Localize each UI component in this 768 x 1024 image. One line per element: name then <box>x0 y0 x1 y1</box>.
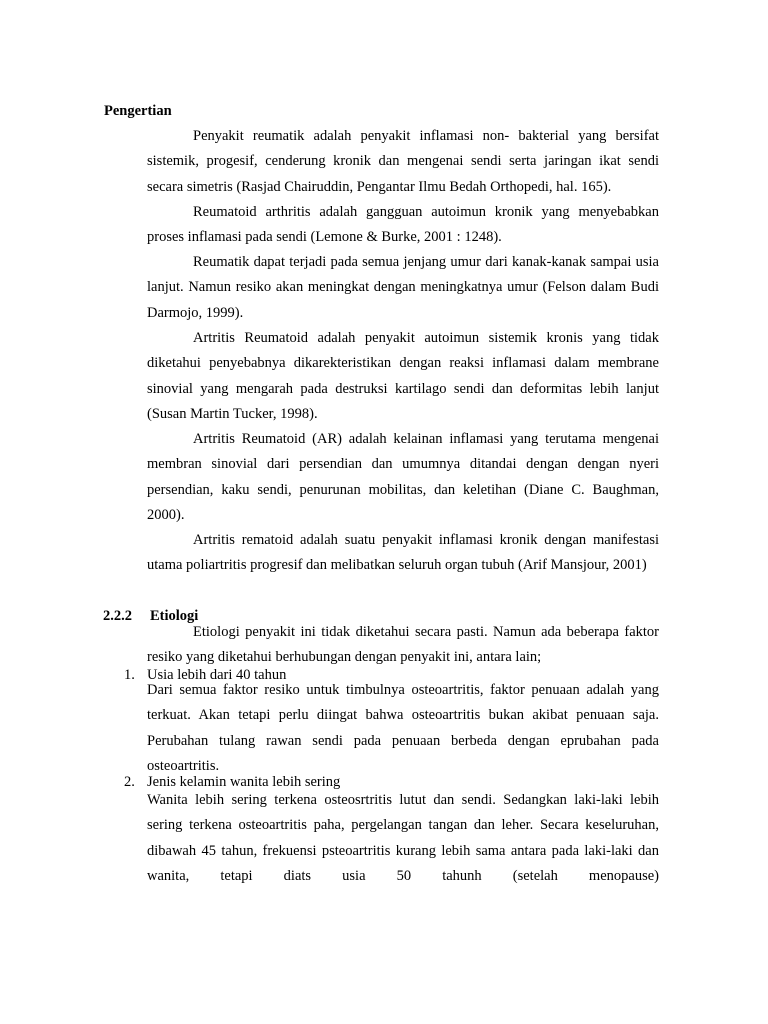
paragraph-4: Artritis Reumatoid adalah penyakit autoimun sistemik kronis yang tidak diketahui penyebabnya dikarekteristikan dengan reaksi inflamasi dalam membrane sinovial yang mengarah pada destruksi kartilago sendi dan deformitas lebih lanjut (Susan Martin Tucker, 1998). <box>147 330 659 422</box>
paragraph-5: Artritis Reumatoid (AR) adalah kelainan inflamasi yang terutama mengenai membran sinovial dari persendian dan umumnya ditandai dengan dengan nyeri persendian, kaku sendi, penurunan mobilitas, dan keletihan (Diane C. Baughman, 2000). <box>147 431 659 523</box>
list-item-title: Usia lebih dari 40 tahun <box>147 667 287 683</box>
page-title: Pengertian <box>104 103 172 119</box>
section-intro: Etiologi penyakit ini tidak diketahui secara pasti. Namun ada beberapa faktor resiko yang diketahui berhubungan dengan penyakit ini, antara lain; <box>147 624 659 666</box>
list-item-number: 2. <box>124 774 135 790</box>
paragraph-3: Reumatik dapat terjadi pada semua jenjang umur dari kanak-kanak sampai usia lanjut. Namun resiko akan meningkat dengan meningkatnya umur (Felson dalam Budi Darmojo, 1999). <box>147 254 659 321</box>
paragraph-2: Reumatoid arthritis adalah gangguan autoimun kronik yang menyebabkan proses inflamasi pada sendi (Lemone & Burke, 2001 : 1248). <box>147 204 659 246</box>
section-number: 2.2.2 <box>103 608 132 624</box>
section-title: Etiologi <box>150 608 199 624</box>
list-item-number: 1. <box>124 667 135 683</box>
list-item-body: Wanita lebih sering terkena osteosrtritis lutut dan sendi. Sedangkan laki-laki lebih sering terkena osteoartritis paha, pergelangan tangan dan leher. Secara keseluruhan, dibawah 45 tahun, frekuensi psteoartritis kurang lebih sama antara pada laki-laki dan wanita, tetapi diats usia 50 tahunh (setelah menopause) <box>147 792 659 884</box>
list-item-title: Jenis kelamin wanita lebih sering <box>147 774 341 790</box>
paragraph-6: Artritis rematoid adalah suatu penyakit inflamasi kronik dengan manifestasi utama poliartritis progresif dan melibatkan seluruh organ tubuh (Arif Mansjour, 2001) <box>147 532 659 574</box>
paragraph-1: Penyakit reumatik adalah penyakit inflamasi non- bakterial yang bersifat sistemik, progesif, cenderung kronik dan mengenai sendi serta jaringan ikat sendi secara simetris (Rasjad Chairuddin, Pengantar Ilmu Bedah Orthopedi, hal. 165). <box>147 128 659 195</box>
list-item-body: Dari semua faktor resiko untuk timbulnya osteoartritis, faktor penuaan adalah yang terkuat. Akan tetapi perlu diingat bahwa osteoartritis bukan akibat penuaan saja. Perubahan tulang rawan sendi pada penuaan berbeda dengan eprubahan pada osteoartritis. <box>147 682 659 774</box>
